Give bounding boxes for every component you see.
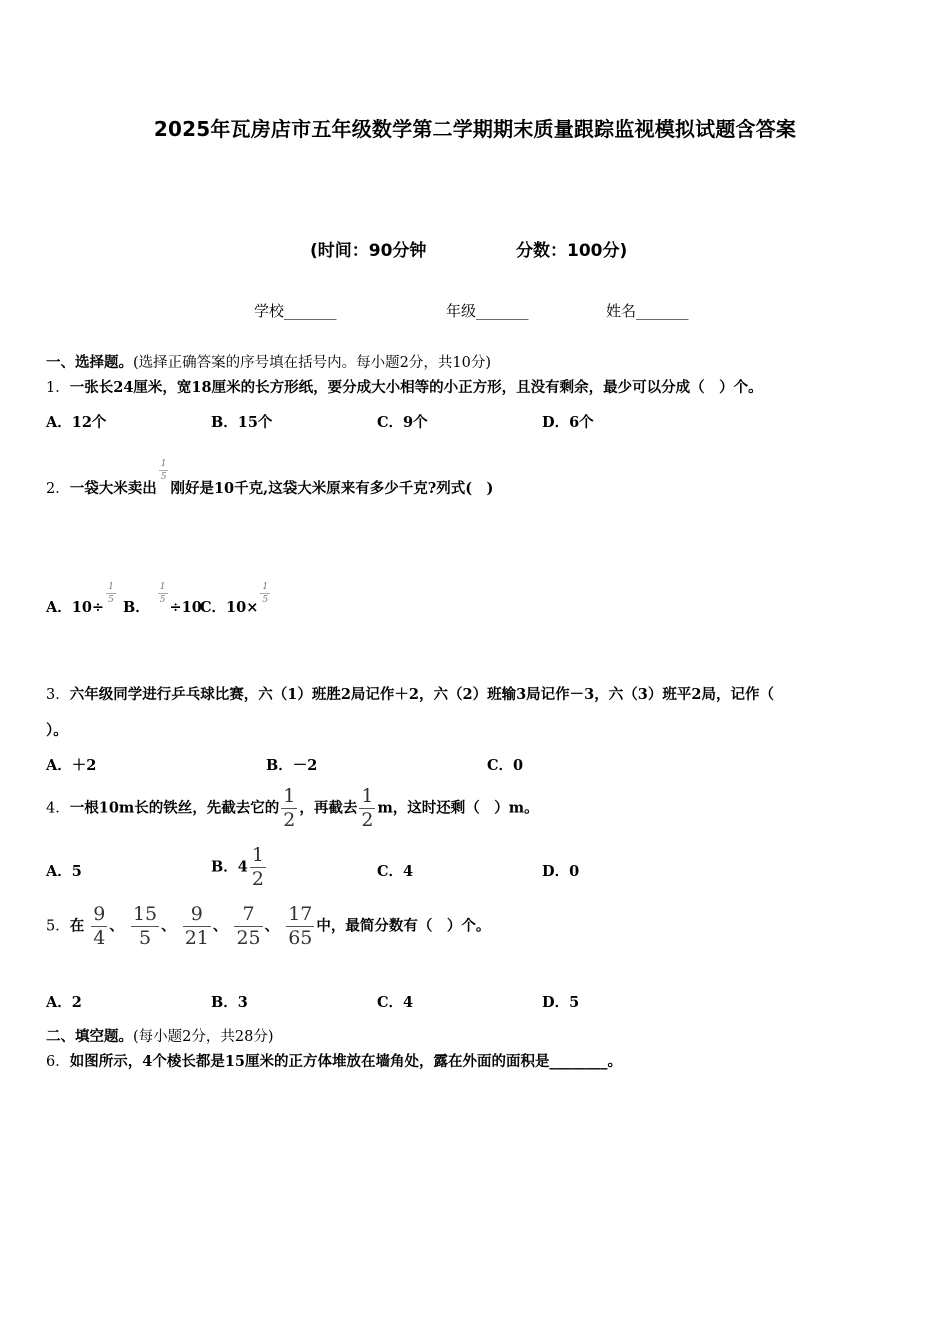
question-number: 6． [46,1054,70,1070]
separator: 、 [212,917,228,935]
section-1-heading [46,351,491,372]
question-text: 如图所示，4个棱长都是15厘米的正方体堆放在墙角处，露在外面的面积是________。 [69,1053,622,1070]
question-6 [46,1050,622,1071]
q5-option-c: C．4 [377,994,414,1011]
q2-option-b: B． $\frac{1}{5}$ ÷10 [123,582,202,616]
question-text-a: 在 [69,917,85,935]
question-text-a: 一袋大米卖出 [69,480,157,497]
q1-option-c: C．9个 [377,414,428,431]
q2-option-c: C．10× $\frac{1}{5}$ [200,582,269,616]
fraction: $\frac{1}{5}$ [159,582,166,605]
name-field: 姓名_______ [606,302,689,320]
question-text-b: 刚好是10千克,这袋大米原来有多少千克?列式( ) [170,480,494,497]
page-title: 2025年瓦房店市五年级数学第二学期期末质量跟踪监视模拟试题含答案 [153,117,797,141]
question-4 [46,787,539,830]
question-number: 5． [46,918,70,935]
fraction-5: $\frac{17}{65}$ [288,903,313,949]
q1-option-a: A．12个 [46,414,107,431]
question-text-b: 中，最简分数有（ ）个。 [316,917,491,935]
question-text-a: 一根10m长的铁丝，先截去它的 [69,799,280,817]
section-1-note: (选择正确答案的序号填在括号内。每小题2分，共10分) [133,355,491,371]
fraction: $\frac{1}{2}$ [361,785,374,831]
exam-time: (时间：90分钟 [310,241,427,261]
grade-field: 年级_______ [446,302,529,320]
separator: 、 [109,917,124,935]
question-number: 3． [46,687,70,703]
q2-option-a: A．10÷ $\frac{1}{5}$ [46,582,114,616]
separator: 、 [161,917,176,935]
q3-option-c: C．0 [487,757,524,774]
question-5 [46,905,490,948]
question-1 [46,376,763,397]
q4-option-c: C．4 [377,863,414,880]
section-2-title: 二、填空题。 [46,1028,133,1045]
section-1-title: 一、选择题。 [46,354,133,371]
fraction-1: $\frac{9}{4}$ [93,903,106,949]
fraction: $\frac{1}{2}$ [251,844,264,890]
q3-option-b: B．－2 [266,757,318,774]
question-text-b: ，再截去 [299,799,358,817]
school-field: 学校_______ [254,302,337,320]
q4-option-d: D．0 [542,863,580,880]
fraction: $\frac{1}{5}$ [160,459,167,482]
question-3 [46,683,774,704]
q5-option-d: D．5 [542,994,580,1011]
q1-option-b: B．15个 [211,414,273,431]
fraction: $\frac{1}{5}$ [262,582,269,605]
q5-option-b: B．3 [211,994,248,1011]
question-number: 1． [46,380,70,396]
question-text: 六年级同学进行乒乓球比赛，六（1）班胜2局记作＋2，六（2）班输3局记作－3，六（3）班平2局，记作（ [69,686,774,703]
question-text-c: m，这时还剩（ ）m。 [377,799,539,817]
question-text: 一张长24厘米，宽18厘米的长方形纸，要分成大小相等的小正方形，且没有剩余，最少可以分成（ ）个。 [69,379,763,396]
q4-option-a: A．5 [46,863,82,880]
question-number: 2． [46,481,70,497]
question-2 [46,459,494,500]
fraction-2: $\frac{15}{5}$ [132,903,158,949]
question-number: 4． [46,800,70,817]
separator: 、 [264,917,280,935]
section-2-note: (每小题2分，共28分) [133,1029,274,1045]
fraction: $\frac{1}{2}$ [283,785,296,831]
fraction: $\frac{1}{5}$ [108,582,114,605]
fraction-4: $\frac{7}{25}$ [236,903,261,949]
question-3-cont: ）。 [46,722,68,739]
q3-option-a: A．＋2 [46,757,97,774]
q4-option-b: B．4 $\frac{1}{2}$ [211,844,264,890]
q1-option-d: D．6个 [542,414,594,431]
exam-score: 分数：100分) [516,241,628,261]
q5-option-a: A．2 [46,994,82,1011]
section-2-heading [46,1025,274,1046]
fraction-3: $\frac{9}{21}$ [184,903,209,949]
